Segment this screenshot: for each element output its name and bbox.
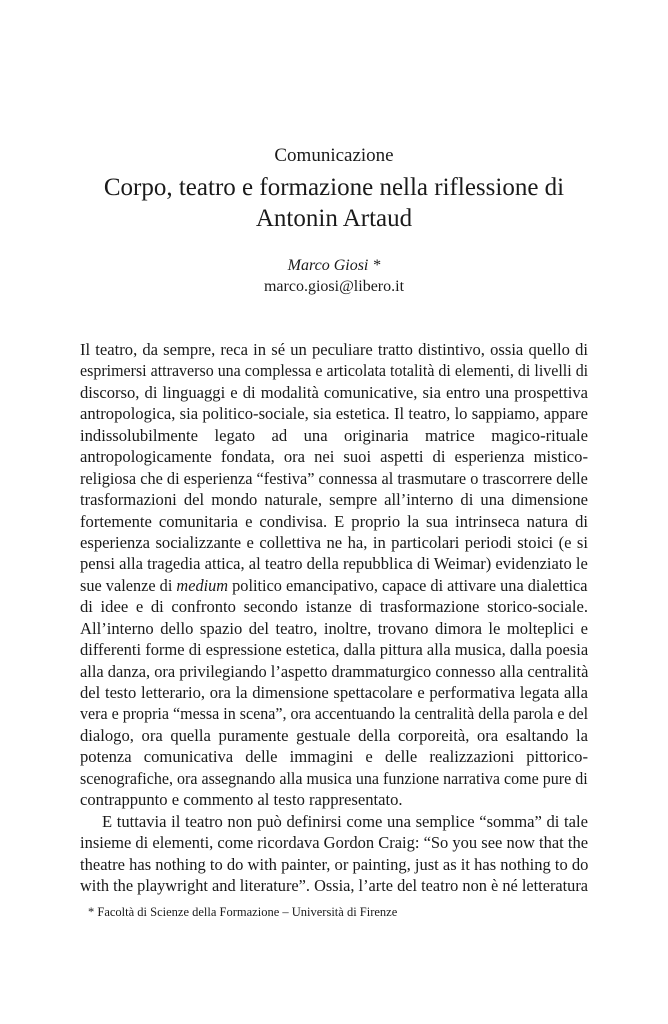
footnote: * Facoltà di Scienze della Formazione – Università di Firenze — [88, 905, 398, 919]
text-line: religiosa che di esperienza “festiva” connessa al trasmutare o trascorrere delle — [80, 468, 588, 488]
text-line: potenza comunicativa delle immagini e delle realizzazioni pittorico- — [80, 747, 588, 767]
article-body — [80, 339, 588, 896]
author-name: Marco Giosi * — [287, 257, 381, 274]
text-segment: politico emancipativo, capace di attivare una dialettica — [228, 575, 588, 595]
text-line: trasformazioni del mondo naturale, sempre all’interno di una dimensione — [80, 490, 588, 510]
article-title — [0, 172, 668, 234]
text-line: di idee e di confronto secondo istanze di trasformazione storico-sociale. — [80, 597, 588, 617]
text-line: pensi alla tragedia attica, al teatro della repubblica di Weimar) evidenziato le — [80, 554, 588, 574]
text-line: E tuttavia il teatro non può definirsi come una semplice “somma” di tale — [102, 811, 588, 831]
text-line: esperienza socializzante e collettiva ne ha, in particolari periodi stoici (e si — [80, 532, 588, 552]
text-line: alla danza, ora privilegiando l’aspetto drammaturgico connesso alla centralità — [80, 661, 589, 681]
text-line: antropologica, sia politico-sociale, sia estetica. Il teatro, lo sappiamo, appare — [80, 404, 588, 424]
text-line: contrappunto e commento al testo rappresentato. — [80, 790, 403, 810]
text-line: theatre has nothing to do with painter, or painting, just as it has nothing to do — [80, 854, 589, 874]
text-segment: sue valenze di — [80, 575, 177, 595]
text-line: vera e propria “messa in scena”, ora accentuando la centralità della parola e del — [80, 704, 589, 724]
text-line: antropologicamente fondata, ora nei suoi aspetti di esperienza mistico- — [80, 447, 588, 467]
text-line: fortemente comunitaria e condivisa. E proprio la sua intrinseca natura di — [80, 511, 588, 531]
text-line — [80, 575, 588, 596]
section-heading: Comunicazione — [274, 145, 394, 166]
text-line: dialogo, ora quella puramente gestuale della corporeità, ora esaltando la — [80, 725, 588, 745]
text-line: esprimersi attraverso una complessa e articolata totalità di elementi, di livelli di — [80, 361, 589, 381]
title-line: Antonin Artaud — [255, 205, 413, 232]
text-line: differenti forme di espressione estetica, dalla pittura alla musica, dalla poesia — [80, 640, 589, 660]
text-line: Il teatro, da sempre, reca in sé un peculiare tratto distintivo, ossia quello di — [80, 340, 588, 359]
text-line: scenografiche, ora assegnando alla musica una funzione narrativa come pure di — [80, 768, 588, 788]
text-line: indissolubilmente legato ad una originaria matrice magico-rituale — [80, 425, 588, 445]
text-line: del testo letterario, ora la dimensione spettacolare e performativa legata alla — [80, 683, 588, 702]
title-line: Corpo, teatro e formazione nella riflessione di — [103, 174, 565, 201]
author-email: marco.giosi@libero.it — [263, 278, 405, 295]
text-line: insieme di elementi, come ricordava Gordon Craig: “So you see now that the — [80, 833, 589, 853]
text-line: All’interno dello spazio del teatro, inoltre, trovano dimora le molteplici e — [80, 618, 588, 638]
text-line: discorso, di linguaggi e di modalità comunicative, sia entro una prospettiva — [80, 382, 588, 402]
italic-term: medium — [176, 575, 229, 595]
text-line: with the playwright and literature”. Ossia, l’arte del teatro non è né letteratura — [80, 875, 589, 895]
